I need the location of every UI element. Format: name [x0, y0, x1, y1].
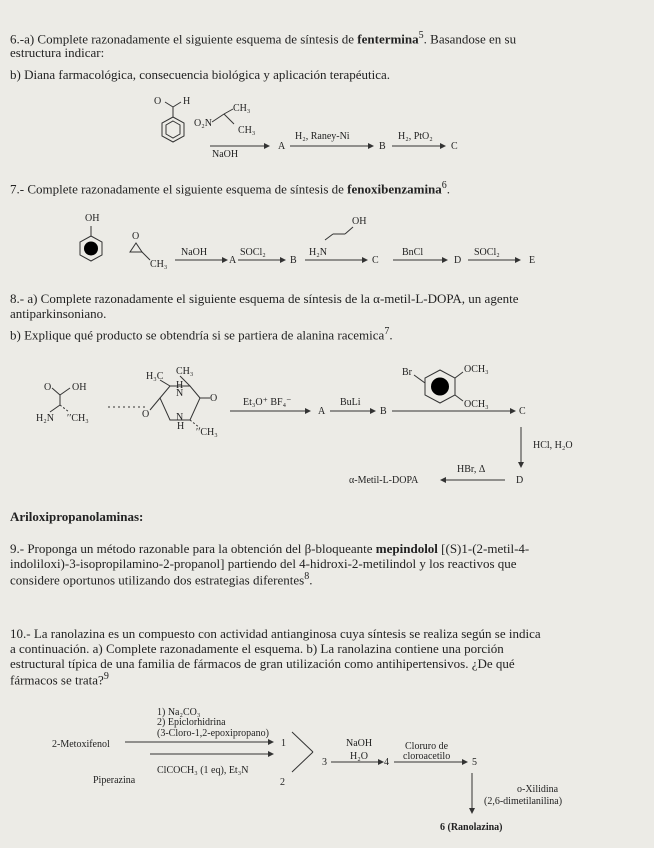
epoxide-o: O: [132, 231, 140, 242]
q8-compound-a: A: [318, 406, 326, 417]
q8-product: α-Metil-L-DOPA: [349, 475, 419, 486]
q7-naoh: NaOH: [181, 247, 208, 258]
q10-compound-3: 3: [322, 757, 327, 768]
q7-socl2: SOCl₂: [240, 247, 266, 258]
q10-compound-1: 1: [281, 738, 286, 749]
q7-compound-b: B: [290, 255, 297, 266]
q6-compound-c: C: [451, 141, 458, 152]
dkp-h3c: H₃C: [146, 371, 164, 382]
q10-line4: fármacos se trata?$^9$: [10, 671, 109, 688]
q8-hcl: HCl, H₂O: [533, 440, 573, 451]
q10-xilidina-line2: (2,6-dimetilanilina): [484, 796, 563, 807]
q10-start-piperazina: Piperazina: [93, 775, 136, 786]
alanine-o: O: [44, 382, 52, 393]
q7-bncl: BnCl: [402, 247, 424, 258]
q10-cloruro-line2: cloroacetilo: [403, 751, 451, 762]
benzyl-br: Br: [402, 367, 412, 378]
phenol-oh: OH: [85, 213, 100, 224]
q10-start-metoxifenol: 2-Metoxifenol: [52, 739, 110, 750]
q8-line1: 8.- a) Complete razonadamente el siguiente esquema de síntesis de la α-metil-L-DOPA, un agente: [10, 291, 519, 306]
q6-reagent-pto2: H₂, PtO₂: [398, 131, 433, 142]
alanine-ch3: ′′CH₃: [67, 413, 89, 424]
dkp-h-bottom: H: [177, 421, 185, 432]
q7-compound-d: D: [454, 255, 462, 266]
q7-socl2-2: SOCl₂: [474, 247, 500, 258]
dkp-ch3-bottom: ′′CH₃: [196, 427, 218, 438]
q8-hbr: HBr, Δ: [457, 464, 486, 475]
aldehyde-h: H: [183, 96, 191, 107]
alanine-oh: OH: [72, 382, 87, 393]
dkp-o-left: O: [142, 409, 150, 420]
q7-line: 7.- Complete razonadamente el siguiente esquema de síntesis de fenoxibenzamina$^6$.: [10, 180, 451, 197]
dkp-n-top: N: [176, 388, 184, 399]
q8-meerwein: Et₃O⁺ BF₄⁻: [243, 397, 292, 408]
och3-top: OCH₃: [464, 364, 489, 375]
q7-compound-c: C: [372, 255, 379, 266]
q6-naoh: NaOH: [212, 149, 239, 160]
q10-h2o: H₂O: [350, 751, 368, 762]
q7-compound-a: A: [229, 255, 237, 266]
q6-reagent-raney: H₂, Raney-Ni: [295, 131, 350, 142]
q10-step1: 1) Na₂CO₃: [157, 707, 201, 718]
q9-line1: 9.- Proponga un método razonable para la obtención del β-bloqueante mepindolol [(S)1-(2-metil-4-: [10, 541, 530, 556]
nitroethane-ch3-top: CH₃: [233, 103, 251, 114]
q10-naoh: NaOH: [346, 738, 373, 749]
q8-compound-c: C: [519, 406, 526, 417]
dkp-n-bottom: N: [176, 412, 184, 423]
q8-buli: BuLi: [340, 397, 361, 408]
q8-compound-b: B: [380, 406, 387, 417]
fenoxibenzamina-term: fenoxibenzamina: [347, 181, 442, 197]
och3-bottom: OCH₃: [464, 399, 489, 410]
q10-compound-4: 4: [384, 757, 389, 768]
aldehyde-o: O: [154, 96, 162, 107]
q6-line3: b) Diana farmacológica, consecuencia biológica y aplicación terapéutica.: [10, 67, 391, 82]
fentermina-term: fentermina: [357, 31, 419, 47]
dkp-o-right: O: [210, 393, 218, 404]
aminoethanol-h2n: H₂N: [309, 247, 327, 258]
q6-compound-b: B: [379, 141, 386, 152]
q10-line1: 10.- La ranolazina es un compuesto con actividad antianginosa cuya síntesis se realiza según se indica: [10, 626, 541, 641]
q7-compound-e: E: [529, 255, 536, 266]
mepindolol-term: mepindolol: [375, 541, 438, 556]
dkp-ch3: CH₃: [176, 366, 194, 377]
q10-compound-5: 5: [472, 757, 477, 768]
q6-line1: 6.-a) Complete razonadamente el siguiente esquema de síntesis de fentermina$^5$. Basandose en su: [10, 30, 517, 47]
epoxide-ch3: CH₃: [150, 259, 168, 270]
q10-reagent-piperazina: ClCOCH₃ (1 eq), Et₃N: [157, 765, 249, 776]
q10-line3: estructural típica de una familia de fármacos de gran utilización como antihipertensivos. ¿De qué: [10, 656, 515, 671]
q9-line3: considere oportunos utilizando dos estrategias diferentes$^8$.: [10, 571, 313, 588]
q9-line2: indoliloxi)-3-isopropilamino-2-propanol] partiendo del 4-hidroxi-2-metilindol y los reactivos que: [10, 556, 517, 571]
q10-compound-2: 2: [280, 777, 285, 788]
q10-line2: a continuación. a) Complete razonadamente el esquema. b) La ranolazina contiene una porción: [10, 641, 504, 656]
aminoethanol-oh: OH: [352, 216, 367, 227]
q10-xilidina-line1: o-Xilidina: [517, 784, 559, 795]
q10-step2: 2) Epiclorhidrina: [157, 717, 226, 728]
q8-line2: antiparkinsoniano.: [10, 306, 107, 321]
dkp-h-top: H: [176, 380, 184, 391]
q10-product-ranolazina: 6 (Ranolazina): [440, 822, 503, 833]
nitroethane-ch3-bottom: CH₃: [238, 125, 256, 136]
q6-compound-a: A: [278, 141, 286, 152]
section-title: Ariloxipropanolaminas:: [10, 509, 144, 524]
nitroethane-o2n: O₂N: [194, 118, 212, 129]
q6-line2: estructura indicar:: [10, 45, 105, 60]
q10-step2b: (3-Cloro-1,2-epoxipropano): [157, 728, 269, 739]
q8-line3: b) Explique qué producto se obtendría si se partiera de alanina racemica$^7$.: [10, 326, 393, 343]
q10-cloruro-line1: Cloruro de: [405, 741, 449, 752]
q8-compound-d: D: [516, 475, 524, 486]
alanine-h2n: H₂N: [36, 413, 54, 424]
